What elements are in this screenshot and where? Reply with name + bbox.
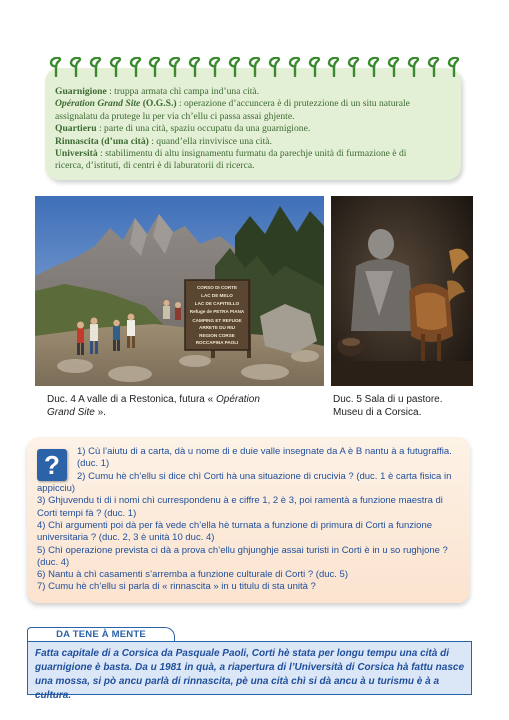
doc4-caption-italic: Opération Grand Site [47, 394, 260, 418]
doc4-caption-suffix: ». [94, 407, 106, 418]
question-line: 3) Ghjuvendu ti di i nomi chì currespondenu à e ciffre 1, 2 è 3, poi ramentà a funzione maestra di [37, 495, 443, 506]
glossary-continuation: assignalatu da prutege lu per via ch’ellu ci passa assai ghjente. [55, 110, 295, 122]
sign-line: CAMPING ET REFUGE [192, 318, 242, 323]
spiral-ring-icon [89, 57, 103, 77]
glossary-term: Università [55, 148, 98, 160]
spiral-ring-icon [387, 57, 401, 77]
glossary-entry [55, 98, 455, 110]
spiral-ring-icon [69, 57, 83, 77]
spiral-ring-icon [288, 57, 302, 77]
glossary-definition: : quand’ella rinvivisce una cità. [148, 135, 272, 147]
glossary-entry [55, 136, 455, 148]
question-line: 1) Cù l’aiutu di a carta, dà u nome di e duie valle insegnate da A è B nantu à a futugraffia. [77, 446, 452, 457]
doc5-caption-line: Museu di a Corsica. [333, 407, 422, 418]
doc4-caption [47, 393, 277, 419]
glossary-definition: : truppa armata chì campa ind’una cità. [106, 86, 260, 97]
glossary-entry [55, 86, 455, 98]
glossary-entry [55, 148, 455, 160]
spiral-ring-icon [49, 57, 63, 77]
glossary-term-suffix: (O.G.S.) [140, 98, 177, 110]
glossary-term: Quartieru [55, 123, 97, 135]
question-line: Corti tempi fà ? (duc. 1) [37, 508, 137, 519]
question-line: 5) Chì operazione prevista ci dà a prova ch’ellu ghjunghje assai turisti in Corti è in u so rughjone ? [37, 545, 448, 556]
sign-line: REGION CORSE [199, 333, 235, 338]
spiral-ring-icon [148, 57, 162, 77]
spiral-ring-icon [367, 57, 381, 77]
shepherd-room-photo [331, 196, 473, 386]
glossary-text [55, 86, 455, 173]
glossary-continuation: ricerca, d’istituti, di centri è di laburatorii di ricerca. [55, 160, 255, 172]
restonica-valley-photo [35, 196, 324, 386]
spiral-ring-icon [228, 57, 242, 77]
question-mark-icon: ? [37, 449, 67, 481]
spiral-ring-icon [407, 57, 421, 77]
doc4-caption-prefix: Duc. 4 A valle di a Restonica, futura « [47, 394, 216, 405]
question-line: (duc. 1) [77, 458, 110, 469]
glossary-entry [55, 123, 455, 135]
doc5-caption-line: Duc. 5 Sala di u pastore. [333, 394, 443, 405]
memo-title: DA TENE À MENTE [27, 627, 175, 642]
sign-line: LAC DE CAPITELLO [194, 301, 240, 306]
spiral-ring-icon [208, 57, 222, 77]
doc5-caption [333, 393, 473, 419]
sign-line: ROCCAPINA PAOLI [195, 340, 239, 345]
spiral-ring-icon [129, 57, 143, 77]
question-line: appicciu) [37, 483, 76, 494]
glossary-definition: : parte di una cità, spaziu occupatu da una guarnigione. [96, 123, 311, 135]
spiral-ring-icon [188, 57, 202, 77]
glossary-definition: : stabilimentu di altu insignamentu furmatu da parechje unità di furmazione è di [97, 148, 407, 160]
spiral-ring-icon [427, 57, 441, 77]
glossary-definition: : operazione d’accuncera è di prutezzione di un situ naturale [176, 98, 410, 110]
glossary-term: Opération Grand Site [55, 98, 141, 110]
glossary-term: Guarnigione [55, 86, 107, 97]
sign-line: Refuge de PETRA PIANA [189, 309, 245, 314]
question-line: (duc. 4) [37, 557, 70, 568]
question-line: 2) Cumu hè ch’ellu si dice chì Corti hà una situazione di crucivia ? (duc. 1 è carta fisica in [77, 471, 452, 482]
spiral-ring-icon [268, 57, 282, 77]
spiral-ring-icon [308, 57, 322, 77]
spiral-ring-icon [327, 57, 341, 77]
question-line: 7) Cumu hè ch’ellu si parla di « rinnascita » in u titulu di sta unità ? [37, 581, 316, 592]
spiral-ring-icon [109, 57, 123, 77]
question-line: universitaria ? (duc. 2, 3 è unità 10 duc. 4) [37, 532, 215, 543]
question-line: 4) Chì argumenti poi dà per fà vede ch’ella hè turnata a funzione di primura di Corti a funzione [37, 520, 433, 531]
spiral-binding [49, 57, 461, 79]
spiral-ring-icon [168, 57, 182, 77]
memo-text: Fatta capitale di a Corsica da Pasquale Paoli, Corti hè stata per longu tempu una cità di guarnigione è basta. Da u 1981 in quà, a riapertura di l’Università di Corsica hà fattu nasce una mossa, si pò ancu parlà di rinnascita, pè una cità chì si dà ancu à u turismu è à a cultura. [35, 648, 465, 701]
spiral-ring-icon [347, 57, 361, 77]
spiral-ring-icon [447, 57, 461, 77]
sign-line: CORSO DI CORTE [196, 285, 238, 290]
sign-line: LAC DE MELO [201, 293, 233, 298]
glossary-term: Rinnascita (d’una cità) [55, 135, 149, 147]
spiral-ring-icon [248, 57, 262, 77]
sign-line: ARRETE DU RIU [199, 325, 235, 330]
question-line: 6) Nantu à chì casamenti s’arremba a funzione culturale di Corti ? (duc. 5) [37, 569, 349, 580]
